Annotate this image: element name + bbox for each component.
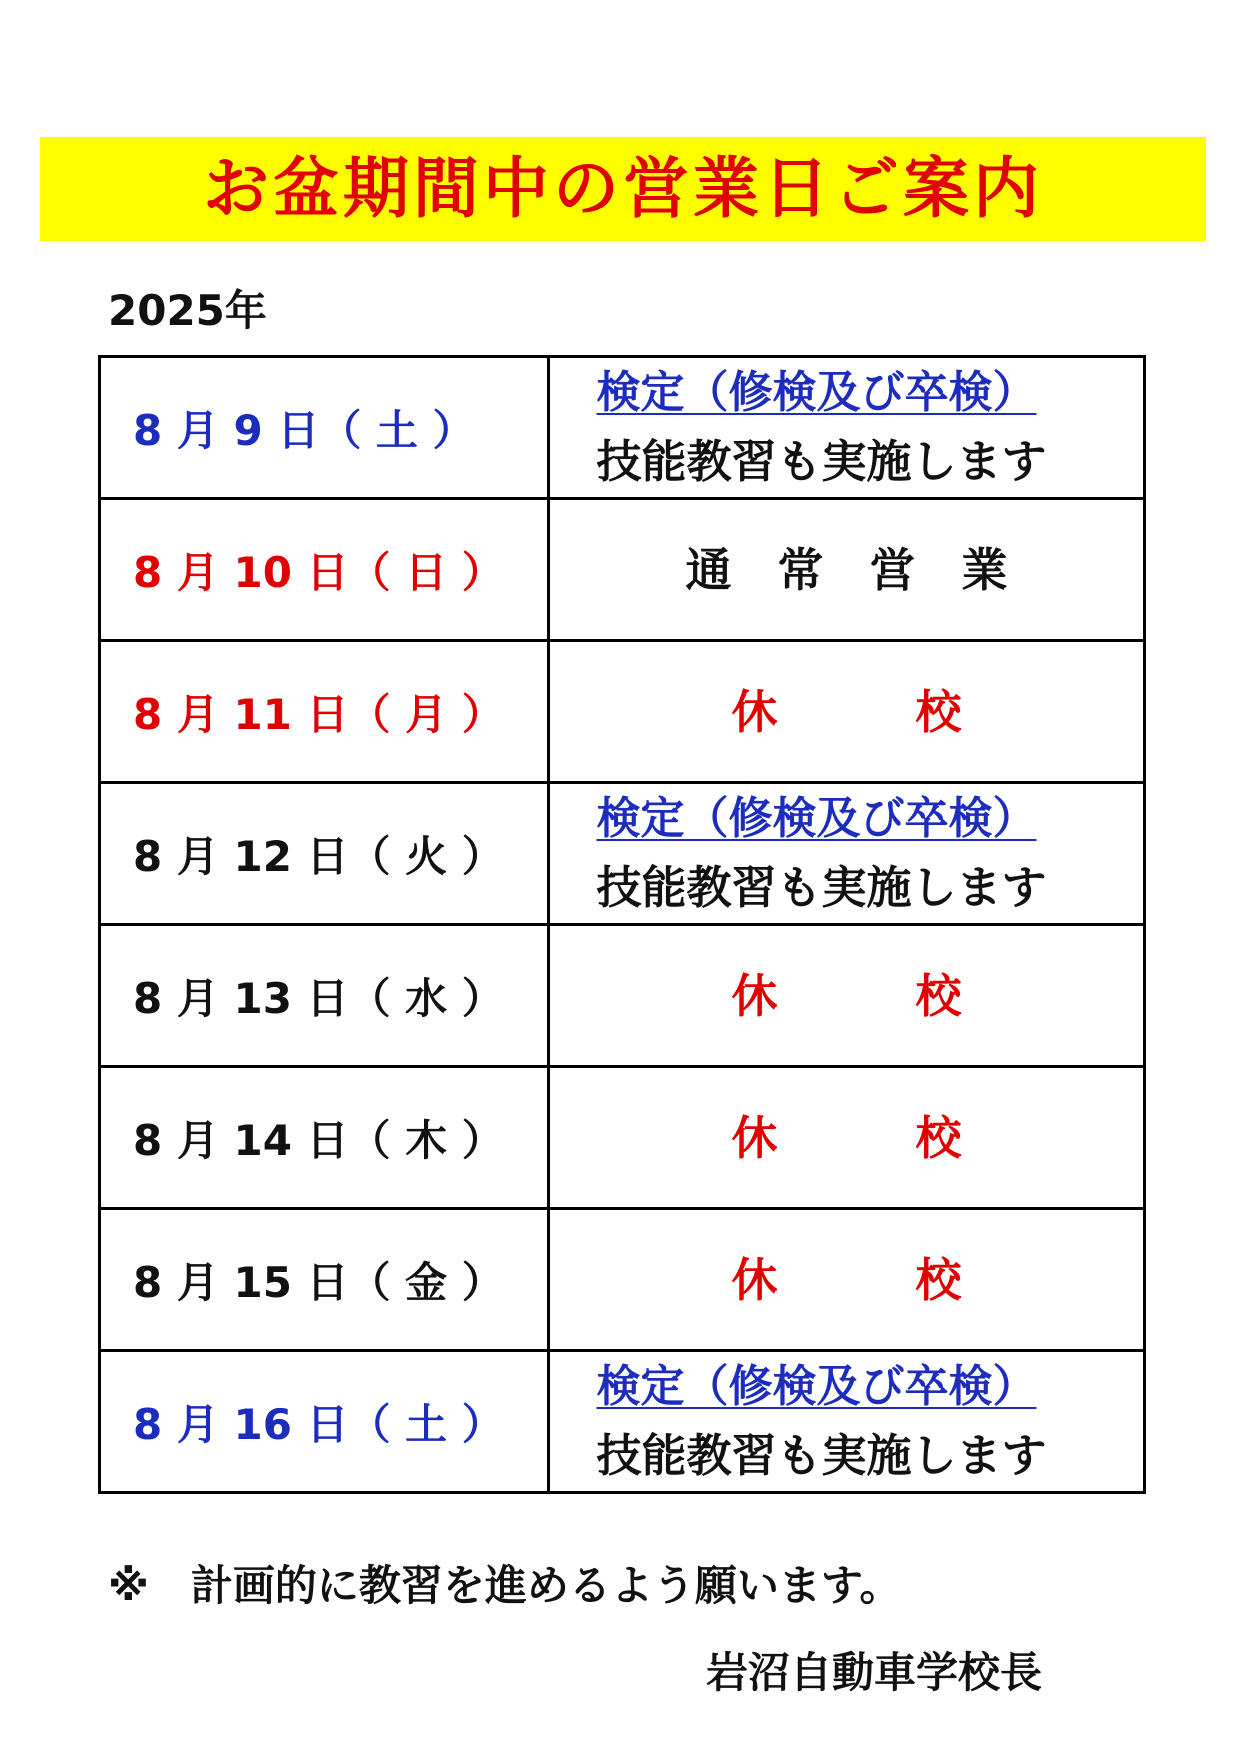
date-cell: 8 月 11 日（ 月 ） <box>100 641 549 783</box>
status-text: 休 校 <box>731 1252 962 1307</box>
date-cell: 8 月 15 日（ 金 ） <box>100 1209 549 1351</box>
status-text: 休 校 <box>731 684 962 739</box>
date-cell: 8 月 14 日（ 木 ） <box>100 1067 549 1209</box>
page-title: お盆期間中の営業日ご案内 <box>203 150 1043 227</box>
info-cell <box>549 641 1145 783</box>
info-cell <box>549 357 1145 499</box>
schedule-row <box>100 357 1145 499</box>
info-cell <box>549 1209 1145 1351</box>
info-cell <box>549 1351 1145 1493</box>
info-cell <box>549 783 1145 925</box>
schedule-table <box>98 355 1146 1494</box>
footnote: ※ 計画的に教習を進めるよう願います。 <box>108 1561 902 1610</box>
skill-lesson-notice: 技能教習も実施します <box>596 1428 1047 1482</box>
status-text: 休 校 <box>731 1110 962 1165</box>
exam-notice: 検定（修検及び卒検） <box>596 1360 1037 1412</box>
info-cell <box>549 925 1145 1067</box>
status-text: 通 常 営 業 <box>685 542 1008 597</box>
skill-lesson-notice: 技能教習も実施します <box>596 860 1047 914</box>
info-cell <box>549 1067 1145 1209</box>
date-cell: 8 月 12 日（ 火 ） <box>100 783 549 925</box>
schedule-row <box>100 1067 1145 1209</box>
info-cell <box>549 499 1145 641</box>
schedule-table-body <box>100 357 1145 1493</box>
title-banner <box>40 137 1206 241</box>
schedule-row <box>100 925 1145 1067</box>
signature: 岩沼自動車学校長 <box>706 1648 1043 1697</box>
exam-notice: 検定（修検及び卒検） <box>596 792 1037 844</box>
skill-lesson-notice: 技能教習も実施します <box>596 434 1047 488</box>
schedule-row <box>100 1351 1145 1493</box>
status-text: 休 校 <box>731 968 962 1023</box>
date-cell: 8 月 16 日（ 土 ） <box>100 1351 549 1493</box>
date-cell: 8 月 10 日（ 日 ） <box>100 499 549 641</box>
schedule-row <box>100 783 1145 925</box>
year-label: 2025年 <box>108 286 267 335</box>
schedule-row <box>100 1209 1145 1351</box>
date-cell: 8 月 13 日（ 水 ） <box>100 925 549 1067</box>
schedule-row <box>100 499 1145 641</box>
exam-notice: 検定（修検及び卒検） <box>596 366 1037 418</box>
date-cell: 8 月 9 日（ 土 ） <box>100 357 549 499</box>
schedule-row <box>100 641 1145 783</box>
